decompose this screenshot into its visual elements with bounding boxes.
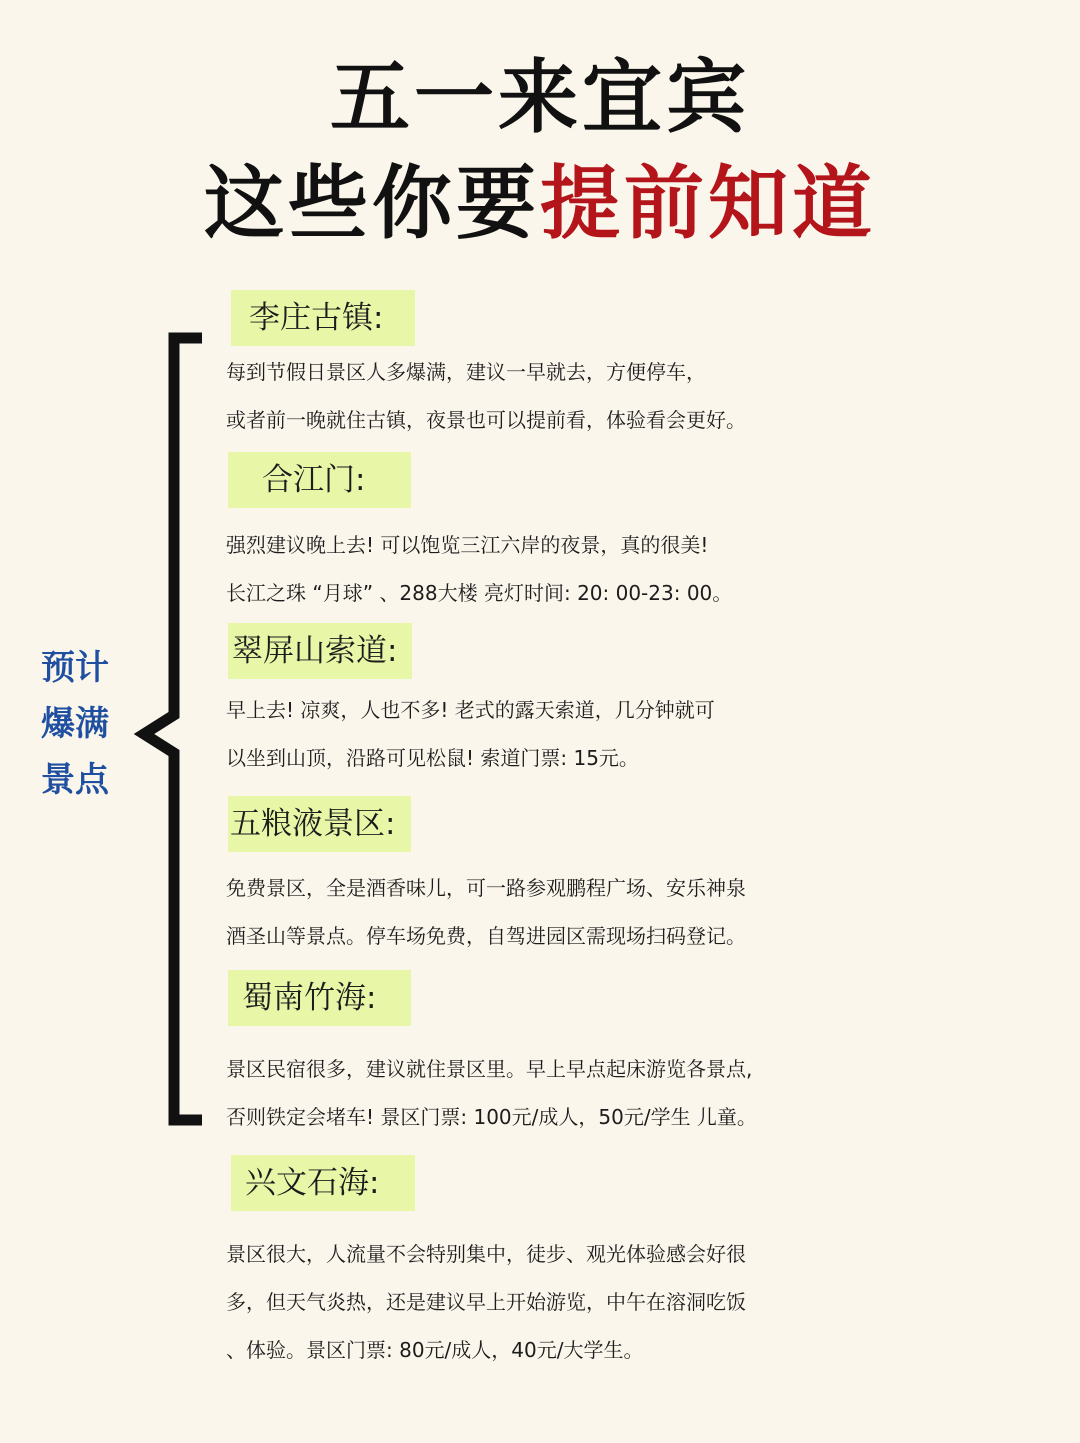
section-heading: 蜀南竹海: — [228, 970, 411, 1026]
section-body — [226, 864, 1076, 960]
curly-bracket-icon — [130, 330, 210, 1130]
body-line: 长江之珠 “月球” 、288大楼 亮灯时间: 20: 00-23: 00。 — [226, 581, 733, 605]
body-line: 早上去! 凉爽，人也不多! 老式的露天索道，几分钟就可 — [226, 698, 715, 722]
section-body — [226, 348, 1076, 444]
body-line: 景区民宿很多，建议就住景区里。早上早点起床游览各景点, — [226, 1057, 753, 1081]
body-line: 强烈建议晚上去! 可以饱览三江六岸的夜景，真的很美! — [226, 533, 709, 557]
section-heading: 兴文石海: — [231, 1155, 415, 1211]
title-plain-text: 这些你要 — [204, 157, 540, 250]
title-highlight-text: 提前知道 — [540, 157, 876, 250]
section-heading: 五粮液景区: — [228, 796, 411, 852]
section-body — [226, 1045, 1076, 1141]
body-line: 酒圣山等景点。停车场免费，自驾进园区需现场扫码登记。 — [226, 924, 746, 948]
page-title-line-2 — [0, 156, 1080, 252]
side-label-line: 爆满 — [41, 704, 109, 744]
body-line: 景区很大，人流量不会特别集中，徒步、观光体验感会好很 — [226, 1242, 746, 1266]
section-heading: 翠屏山索道: — [228, 623, 412, 679]
section-body — [226, 686, 1076, 782]
section-body — [226, 521, 1076, 617]
body-line: 免费景区，全是酒香味儿，可一路参观鹏程广场、安乐神泉 — [226, 876, 746, 900]
body-line: 以坐到山顶，沿路可见松鼠! 索道门票: 15元。 — [226, 746, 639, 770]
section-heading: 合江门: — [228, 452, 411, 508]
body-line: 每到节假日景区人多爆满，建议一早就去，方便停车， — [226, 360, 706, 384]
side-label-line: 预计 — [41, 648, 109, 688]
body-line: 多，但天气炎热，还是建议早上开始游览，中午在溶洞吃饭 — [226, 1290, 746, 1314]
body-line: 、体验。景区门票: 80元/成人，40元/大学生。 — [226, 1338, 644, 1362]
side-label — [30, 640, 120, 808]
section-heading: 李庄古镇: — [231, 290, 415, 346]
body-line: 或者前一晚就住古镇，夜景也可以提前看，体验看会更好。 — [226, 408, 746, 432]
body-line: 否则铁定会堵车! 景区门票: 100元/成人，50元/学生 儿童。 — [226, 1105, 757, 1129]
page-title-line-1: 五一来宜宾 — [330, 51, 750, 144]
side-label-line: 景点 — [41, 760, 109, 800]
section-body — [226, 1230, 1076, 1374]
